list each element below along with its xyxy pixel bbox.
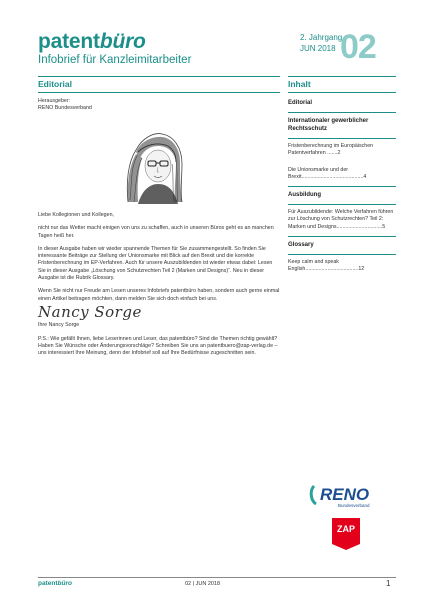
divider [288,204,396,205]
page-number: 1 [386,579,391,588]
footer-brand-italic: büro [57,580,72,587]
greeting: Liebe Kolleginnen und Kollegen, [38,212,114,218]
footer-divider [38,577,396,578]
toc-heading: Inhalt [288,76,396,93]
zap-logo-text: ZAP [337,524,355,534]
footer-brand-plain: patent [38,580,58,587]
toc-item-keep-calm[interactable]: Keep calm and speak English....................................12 [288,259,365,273]
date-label: JUN 2018 [300,44,336,53]
divider [288,138,396,139]
reno-logo-text: RENO [320,485,370,504]
publisher-label: Herausgeber: [38,98,71,104]
editorial-heading: Editorial [38,76,280,93]
publisher-block [38,98,238,113]
toc-category-ausbildung[interactable]: Ausbildung [288,192,321,199]
editorial-paragraph: In dieser Ausgabe haben wir wieder spannende Themen für Sie zusammengestellt. So finden Sie interessante Beiträge zur Stellung der Unionsmarke mit Blick auf den Brexit und die korrekte Fristenberechnung im EP-Verfahren. Auch für unsere Auszubildenden ist wieder etwas dabei: Lesen Sie in dieser Ausgabe „Löschung von Schutzrechten Teil 2 (Marken und Designs)“. Neu in dieser Ausgabe ist die Rubrik Glossary. [38,245,273,282]
issue-number: 02 [340,28,376,66]
volume-label: 2. Jahrgang [300,33,343,42]
editorial-paragraph: Wenn Sie nicht nur Freude am Lesen unseres Infobriefs patentbüro haben, sondern auch gerne einmal einen Artikel beitragen möchten, dann melden Sie sich doch einfach bei uns. [38,288,280,302]
reno-logo [308,480,388,510]
toc-category-glossary[interactable]: Glossary [288,242,314,249]
editorial-paragraph: nicht nur das Wetter macht einigen von uns zu schaffen, auch in unseren Büros geht es an manchen Tagen heiß her. [38,225,274,239]
toc-item-loeschung[interactable]: Für Auszubildende: Welche Verfahren führen zur Löschung von Schutzrechten? Teil 2: Marken und Designs...............................5 [288,209,394,230]
reno-logo-subtext: Bundesverband [338,503,370,508]
closing: Ihre Nancy Sorge [38,322,80,329]
publisher-name: RENO Bundesverband [38,105,92,112]
footer-brand [38,580,72,587]
footer-issue: 02 | JUN 2018 [185,581,221,587]
brand-title [38,30,146,54]
editorial-body [38,212,280,363]
toc-category-editorial[interactable]: Editorial [288,100,313,106]
divider [288,254,396,255]
postscript: P.S.: Wie gefällt Ihnen, liebe Leserinnen und Leser, das patentbüro? Sind die Themen richtig gewählt? Haben Sie Wünsche oder Änderungsvorschläge? Schreiben Sie uns an patentbuero@zap-verlag.de – uns interessiert Ihre Meinung, denn der Infobrief soll auf Ihre Bedürfnisse zugeschnitten sein. [38,335,278,357]
toc-item-unionsmarke[interactable]: Die Unionsmarke und der Brexit..........................................4 [288,166,367,180]
issue-meta [300,32,342,54]
divider [288,236,396,237]
toc-category-intl[interactable]: Internationaler gewerblicher Rechtsschutz [288,118,369,132]
toc-item-fristenberechnung[interactable]: Fristenberechnung im Europäischen Patentverfahren .......2 [288,143,374,157]
signature: Nancy Sorge [38,302,142,321]
brand-plain: patent [38,30,100,53]
divider [288,186,396,187]
author-portrait [110,122,198,204]
table-of-contents [288,99,396,274]
brand-italic: büro [99,30,146,53]
divider [288,112,396,113]
brand-subtitle: Infobrief für Kanzleimitarbeiter [38,54,192,66]
zap-logo [332,518,360,550]
